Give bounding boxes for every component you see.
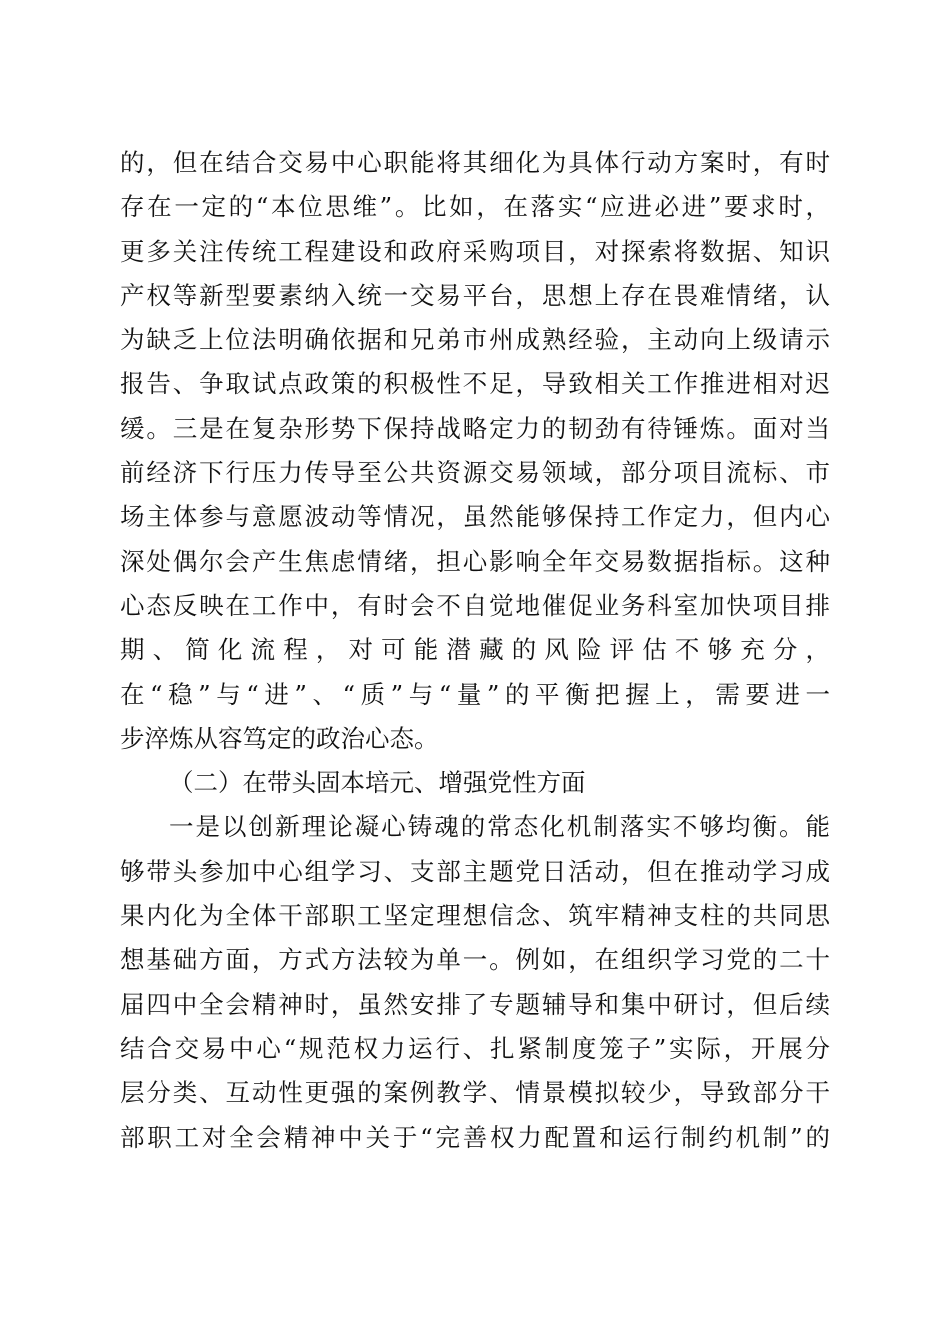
- body-line-12: 期、简化流程，对可能潜藏的风险评估不够充分，: [120, 635, 830, 665]
- body-line-21: 结合交易中心“规范权力运行、扎紧制度笼子”实际，开展分: [120, 1033, 830, 1063]
- body-line-14: 步淬炼从容笃定的政治心态。: [120, 723, 439, 753]
- body-line-23: 部职工对全会精神中关于“完善权力配置和运行制约机制”的: [120, 1122, 830, 1152]
- body-line-2: 存在一定的“本位思维”。比如，在落实“应进必进”要求时，: [120, 192, 830, 222]
- body-line-20: 届四中全会精神时，虽然安排了专题辅导和集中研讨，但后续: [120, 989, 830, 1019]
- body-line-18: 果内化为全体干部职工坚定理想信念、筑牢精神支柱的共同思: [120, 901, 830, 931]
- body-line-17: 够带头参加中心组学习、支部主题党日活动，但在推动学习成: [120, 856, 830, 886]
- body-line-1: 的，但在结合交易中心职能将其细化为具体行动方案时，有时: [120, 148, 830, 177]
- body-line-3: 更多关注传统工程建设和政府采购项目，对探索将数据、知识: [120, 236, 830, 266]
- body-line-9: 场主体参与意愿波动等情况，虽然能够保持工作定力，但内心: [120, 502, 830, 532]
- body-line-7: 缓。三是在复杂形势下保持战略定力的韧劲有待锤炼。面对当: [120, 413, 830, 443]
- body-line-6: 报告、争取试点政策的积极性不足，导致相关工作推进相对迟: [120, 369, 830, 399]
- document-body: [120, 141, 830, 1160]
- body-line-11: 心态反映在工作中，有时会不自觉地催促业务科室加快项目排: [120, 590, 830, 620]
- body-line-22: 层分类、互动性更强的案例教学、情景模拟较少，导致部分干: [120, 1078, 830, 1108]
- body-line-4: 产权等新型要素纳入统一交易平台，思想上存在畏难情绪，认: [120, 280, 830, 310]
- section-heading: （二）在带头固本培元、增强党性方面: [169, 768, 586, 798]
- body-line-13: 在“稳”与“进”、“质”与“量”的平衡把握上，需要进一: [120, 679, 830, 709]
- body-line-5: 为缺乏上位法明确依据和兄弟市州成熟经验，主动向上级请示: [120, 325, 830, 355]
- body-line-19: 想基础方面，方式方法较为单一。例如，在组织学习党的二十: [120, 945, 830, 975]
- body-line-8: 前经济下行压力传导至公共资源交易领域，部分项目流标、市: [120, 458, 830, 488]
- body-line-10: 深处偶尔会产生焦虑情绪，担心影响全年交易数据指标。这种: [120, 546, 830, 576]
- body-line-16: 一是以创新理论凝心铸魂的常态化机制落实不够均衡。能: [169, 812, 830, 842]
